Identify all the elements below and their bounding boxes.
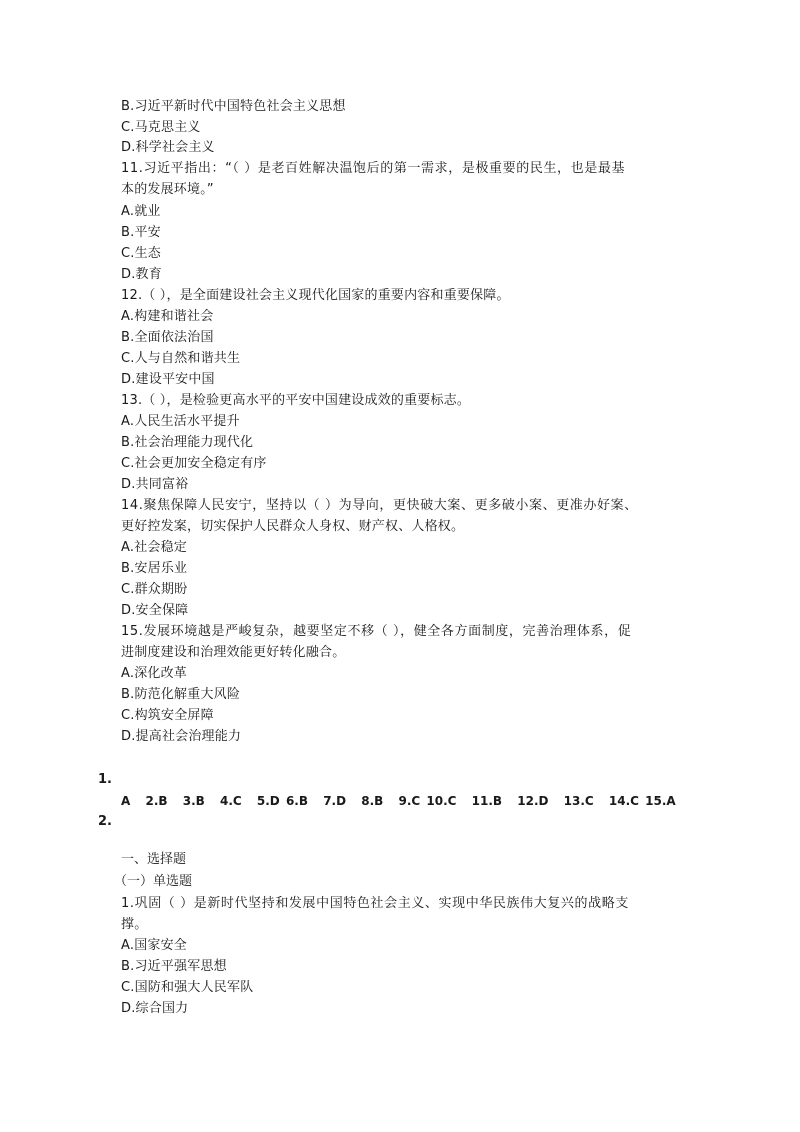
question-line: 1.巩固（ ）是新时代坚持和发展中国特色社会主义、实现中华民族伟大复兴的战略支 <box>121 896 629 911</box>
option-line: C.马克思主义 <box>121 120 201 135</box>
option-line: D.教育 <box>121 267 162 282</box>
question-line: 11.习近平指出：“（ ）是老百姓解决温饱后的第一需求，是极重要的民生，也是最基 <box>121 161 626 176</box>
option-line: B.防范化解重大风险 <box>121 687 241 702</box>
question-line: 撑。 <box>121 917 148 932</box>
question-line: 15.发展环境越是严峻复杂，越要坚定不移（ ），健全各方面制度，完善治理体系，促 <box>121 624 632 639</box>
answer-item: 2.B <box>145 794 168 808</box>
option-line: A.社会稳定 <box>121 540 187 555</box>
list-number: 1. <box>98 772 112 787</box>
question-line: 13.（ ），是检验更高水平的平安中国建设成效的重要标志。 <box>121 393 471 408</box>
option-line: B.全面依法治国 <box>121 330 214 345</box>
option-line: B.平安 <box>121 225 161 240</box>
option-line: D.安全保障 <box>121 603 189 618</box>
option-line: C.群众期盼 <box>121 582 188 597</box>
list-number: 2. <box>98 814 112 829</box>
option-line: C.国防和强大人民军队 <box>121 980 254 995</box>
option-line: B.社会治理能力现代化 <box>121 435 254 450</box>
option-line: B.习近平新时代中国特色社会主义思想 <box>121 99 346 114</box>
answer-item: 3.B <box>182 794 205 808</box>
option-line: D.共同富裕 <box>121 477 189 492</box>
option-line: C.人与自然和谐共生 <box>121 351 241 366</box>
answer-item: 5.D 6.B <box>256 794 308 808</box>
option-line: C.生态 <box>121 246 162 261</box>
option-line: A.国家安全 <box>121 938 187 953</box>
answer-key <box>121 793 685 809</box>
answer-item: 7.D <box>323 794 347 808</box>
question-line: 14.聚焦保障人民安宁，坚持以（ ）为导向，更快破大案、更多破小案、更准办好案、 <box>121 498 638 513</box>
option-line: D.科学社会主义 <box>121 140 215 155</box>
subsection-title: （一）单选题 <box>114 874 193 889</box>
answer-item: 9.C 10.C <box>398 794 457 808</box>
question-line: 进制度建设和治理效能更好转化融合。 <box>121 645 346 660</box>
answer-item: 12.D <box>517 794 549 808</box>
answer-item: 4.C <box>219 794 242 808</box>
option-line: C.构筑安全屏障 <box>121 708 214 723</box>
option-line: A.人民生活水平提升 <box>121 414 240 429</box>
option-line: A.深化改革 <box>121 666 187 681</box>
option-line: A.就业 <box>121 204 161 219</box>
option-line: D.建设平安中国 <box>121 372 215 387</box>
question-line: 12.（ ），是全面建设社会主义现代化国家的重要内容和重要保障。 <box>121 288 510 303</box>
option-line: D.综合国力 <box>121 1001 189 1016</box>
section-title: 一、选择题 <box>121 852 187 867</box>
question-line: 更好控发案，切实保护人民群众人身权、财产权、人格权。 <box>121 519 465 534</box>
option-line: A.构建和谐社会 <box>121 309 214 324</box>
answer-item: 13.C <box>563 794 594 808</box>
answer-item: 8.B <box>361 794 384 808</box>
option-line: B.安居乐业 <box>121 561 188 576</box>
option-line: B.习近平强军思想 <box>121 959 227 974</box>
option-line: D.提高社会治理能力 <box>121 729 242 744</box>
question-line: 本的发展环境。” <box>121 182 214 197</box>
answer-item: 14.C 15.A <box>608 794 676 808</box>
answer-item: A <box>121 794 131 808</box>
option-line: C.社会更加安全稳定有序 <box>121 456 267 471</box>
answer-item: 11.B <box>471 794 503 808</box>
